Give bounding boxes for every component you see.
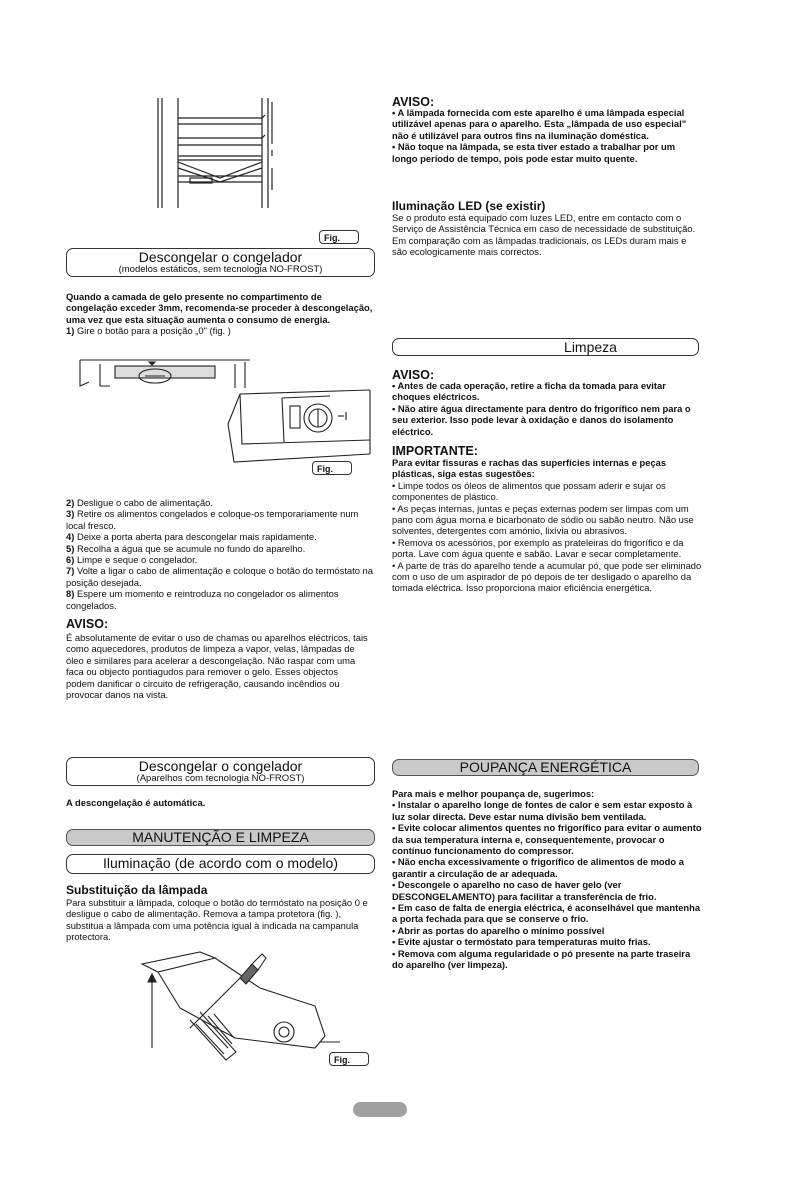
cleaning-warning-item: • Não atire água directamente para dentro do frigorífico nem para o seu exterior. Isso pode levar à oxidação e danos do isolamento eléctrico.: [392, 402, 691, 437]
section-header-defrost-static: [66, 248, 375, 277]
step-text: Gire o botão para a posição „0" (fig. ): [76, 325, 231, 337]
figure-label: Fig.: [312, 461, 352, 475]
lamp-cover-illustration: [140, 948, 345, 1066]
lamp-warning-list: [392, 107, 702, 164]
important-item: • Limpe todos os óleos de alimentos que possam aderir e sujar os componentes de plástico.: [392, 479, 666, 503]
warning-heading: AVISO:: [392, 95, 435, 109]
figure-label: Fig.: [319, 230, 359, 244]
cleaning-warning-list: [392, 380, 702, 437]
lamp-warning-item: • A lâmpada fornecida com este aparelho é uma lâmpada especial utilizável apenas para o aparelho. Esta „lâmpada de uso especial" não é utilizável para outros fins na iluminação doméstica.: [392, 107, 687, 141]
important-intro: Para evitar fissuras e rachas das superfícies internas e peças plásticas, siga estas sugestões:: [392, 457, 667, 480]
step-number: 1): [66, 325, 75, 337]
section-subtitle: (modelos estáticos, sem tecnologia NO-FROST): [118, 264, 323, 275]
warning-heading: AVISO:: [392, 368, 435, 382]
energy-item: • Instalar o aparelho longe de fontes de calor e sem estar exposto à luz solar directa. Deve estar numa divisão bem ventilada.: [392, 799, 693, 822]
lamp-heading: Substituição da lâmpada: [66, 883, 208, 897]
defrost-step: 4) Deixe a porta aberta para descongelar mais rapidamente.: [66, 531, 317, 543]
defrost-intro: Quando a camada de gelo presente no compartimento de congelação exceder 3mm, recomenda-se proceder à descongelação, uma vez que esta situação aumenta o consumo de energia.: [66, 291, 373, 325]
warning-text: É absolutamente de evitar o uso de chamas ou aparelhos eléctricos, tais como aquecedores, produtos de limpeza a vapor, velas, lâmpadas de óleo e similares para acelerar a descongelação. Não raspar com uma faca ou objecto pontiagudos para remover o gelo. Esses objectos podem danificar o circuito de refrigeração, causando incêndios ou provocar danos na vista.: [66, 632, 368, 701]
section-subtitle: (Aparelhos com tecnologia NO-FROST): [136, 773, 305, 784]
freezer-shelves-illustration: [150, 98, 280, 210]
energy-item: • Não encha excessivamente o frigorífico de alimentos de modo a garantir a circulação de ar adequada.: [392, 856, 684, 879]
page-number-tab: [353, 1102, 407, 1117]
section-header-lighting: [66, 854, 375, 874]
section-title: Descongelar o congelador: [138, 758, 303, 774]
section-title: Iluminação (de acordo com o modelo): [102, 855, 338, 871]
lamp-text: Para substituir a lâmpada, coloque o botão do termóstato na posição 0 e desligue o cabo de alimentação. Remova a tampa protetora (fig. ), substitua a lâmpada com uma potência igual à indicada na campanula protectora.: [66, 897, 368, 943]
cleaning-warning-item: • Antes de cada operação, retire a ficha da tomada para evitar choques eléctricos.: [392, 380, 666, 403]
energy-item: • Abrir as portas do aparelho o mínimo possível: [392, 924, 605, 936]
section-header-cleaning: [392, 338, 699, 356]
important-heading: IMPORTANTE:: [392, 444, 478, 458]
energy-list: [392, 788, 702, 971]
important-item: • A parte de trás do aparelho tende a acumular pó, que pode ser eliminado com o uso de um aspirador de pó depois de ter desligado o aparelho da tomada eléctrica. Isso proporciona maior eficiência energética.: [392, 559, 702, 594]
energy-item: • Evite ajustar o termóstato para temperaturas muito frias.: [392, 936, 651, 948]
energy-intro: Para mais e melhor poupança de, sugerimos:: [392, 788, 595, 799]
important-item: • Remova os acessórios, por exemplo as prateleiras do frigorífico e da porta. Lave com água quente e sabão. Lavar e secar completamente.: [392, 536, 684, 560]
nofrost-text: A descongelação é automática.: [66, 797, 206, 808]
energy-item: • Em caso de falta de energia eléctrica, é aconselhável que mantenha a porta fechada para que se conserve o frio.: [392, 902, 701, 925]
section-header-defrost-nofrost: [66, 757, 375, 786]
energy-item: • Evite colocar alimentos quentes no frigorífico para evitar o aumento da sua temperatura interna e, consequentemente, provocar o contínuo funcionamento do compressor.: [392, 822, 702, 857]
thermostat-knob-illustration: [220, 384, 376, 466]
section-header-maintenance: MANUTENÇÃO E LIMPEZA: [66, 829, 375, 846]
defrost-step: 3) Retire os alimentos congelados e coloque-os temporariamente num local fresco.: [66, 508, 359, 531]
important-item: • As peças internas, juntas e peças externas podem ser limpas com um pano com água morna e bicarbonato de sódio ou sabão neutro. Não use solventes, detergentes com amónio, lixívia ou abrasivos.: [392, 502, 694, 537]
defrost-steps: [66, 497, 376, 611]
section-header-energy: POUPANÇA ENERGÉTICA: [392, 759, 699, 776]
defrost-step: 5) Recolha a água que se acumule no fundo do aparelho.: [66, 542, 306, 554]
led-heading: Iluminação LED (se existir): [392, 199, 546, 213]
defrost-step: 6) Limpe e seque o congelador.: [66, 554, 198, 566]
defrost-step: 2) Desligue o cabo de alimentação.: [66, 497, 213, 508]
defrost-step: 8) Espere um momento e reintroduza no congelador os alimentos congelados.: [66, 588, 339, 611]
energy-item: • Descongele o aparelho no caso de haver gelo (ver DESCONGELAMENTO) para facilitar a transferência de frio.: [392, 879, 657, 902]
section-title: Descongelar o congelador: [138, 249, 303, 265]
section-title: Limpeza: [564, 339, 617, 355]
defrost-intro-block: [66, 291, 374, 337]
led-text: Se o produto está equipado com luzes LED, entre em contacto com o Serviço de Assistência Técnica em caso de necessidade de substituição. Em comparação com as lâmpadas tradicionais, os LEDs duram mais e são ecologicamente mais correctos.: [392, 212, 696, 258]
energy-item: • Remova com alguma regularidade o pó presente na parte traseira do aparelho (ver limpeza).: [392, 947, 691, 971]
warning-heading: AVISO:: [66, 617, 109, 631]
important-list: [392, 457, 702, 594]
lamp-warning-item: • Não toque na lâmpada, se esta tiver estado a trabalhar por um longo período de tempo, pois pode estar muito quente.: [392, 141, 676, 164]
figure-label: Fig.: [329, 1052, 369, 1066]
defrost-step: 7) Volte a ligar o cabo de alimentação e coloque o botão do termóstato na posição desejada.: [66, 565, 373, 588]
defrost-step-1: [66, 325, 374, 336]
